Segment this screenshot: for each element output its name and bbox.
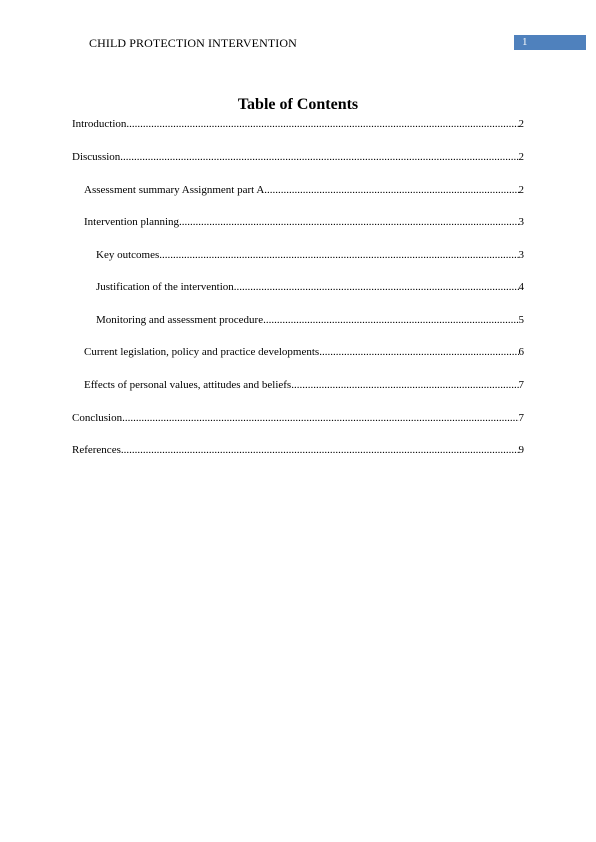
- toc-entry-page-number: 7: [518, 412, 524, 424]
- toc-entry[interactable]: [72, 411, 524, 425]
- toc-dot-leader: [179, 215, 518, 229]
- toc-entry-label: Introduction: [72, 118, 127, 130]
- toc-entry[interactable]: [72, 117, 524, 131]
- toc-entry-page-number: 3: [518, 249, 524, 261]
- toc-entry-label: Justification of the intervention: [96, 281, 234, 293]
- toc-entry-label: References: [72, 444, 121, 456]
- toc-entry-page-number: 6: [518, 346, 524, 358]
- toc-dot-leader: [234, 280, 519, 294]
- toc-entry-page-number: 2: [518, 151, 524, 163]
- toc-entry-label: Monitoring and assessment procedure: [96, 314, 264, 326]
- toc-entry-page-number: 7: [518, 379, 524, 391]
- toc-dot-leader: [291, 378, 518, 392]
- toc-entry-page-number: 2: [518, 118, 524, 130]
- toc-entry[interactable]: [84, 215, 524, 229]
- toc-entry-label: Assessment summary Assignment part A: [84, 184, 265, 196]
- page-number: 1: [522, 36, 528, 48]
- toc-dot-leader: [126, 117, 518, 131]
- toc-entry-page-number: 2: [518, 184, 524, 196]
- toc-entry[interactable]: [96, 248, 524, 262]
- toc-entry-label: Intervention planning: [84, 216, 180, 228]
- toc-entry-label: Effects of personal values, attitudes and beliefs: [84, 379, 292, 391]
- toc-entry[interactable]: [84, 378, 524, 392]
- toc-entry-page-number: 4: [518, 281, 524, 293]
- toc-entry-page-number: 3: [518, 216, 524, 228]
- running-header-title: CHILD PROTECTION INTERVENTION: [89, 36, 297, 50]
- toc-entry-page-number: 5: [518, 314, 524, 326]
- toc-dot-leader: [121, 443, 519, 457]
- toc-entry-label: Current legislation, policy and practice developments: [84, 346, 320, 358]
- toc-entry-label: Discussion: [72, 151, 121, 163]
- toc-entry[interactable]: [96, 280, 524, 294]
- page-number-badge: [514, 35, 586, 50]
- toc-dot-leader: [264, 183, 518, 197]
- toc-dot-leader: [120, 150, 518, 164]
- toc-dot-leader: [319, 345, 518, 359]
- toc-entry[interactable]: [72, 150, 524, 164]
- toc-entry-label: Conclusion: [72, 412, 123, 424]
- toc-dot-leader: [122, 411, 518, 425]
- toc-entry[interactable]: [96, 313, 524, 327]
- toc-dot-leader: [159, 248, 518, 262]
- toc-entry[interactable]: [84, 183, 524, 197]
- toc-entry[interactable]: [72, 443, 524, 457]
- toc-entry-label: Key outcomes: [96, 249, 160, 261]
- toc-entry-page-number: 9: [518, 444, 524, 456]
- toc-heading: Table of Contents: [237, 96, 359, 113]
- toc-entry[interactable]: [84, 345, 524, 359]
- toc-dot-leader: [263, 313, 518, 327]
